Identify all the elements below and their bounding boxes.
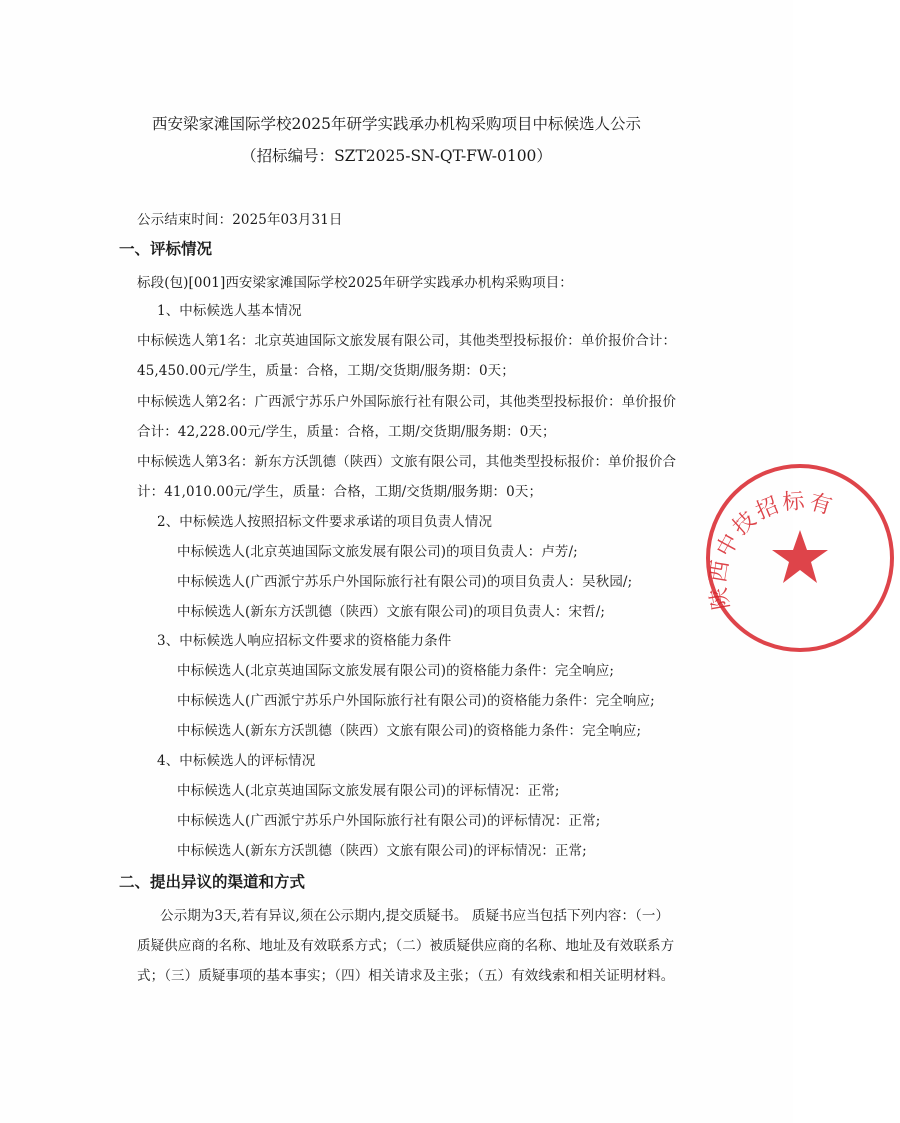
qualification-line: 中标候选人(北京英迪国际文旅发展有限公司)的资格能力条件：完全响应; <box>177 663 614 679</box>
section-heading-evaluation: 一、评标情况 <box>119 240 213 258</box>
project-lead-line: 中标候选人(北京英迪国际文旅发展有限公司)的项目负责人：卢芳/; <box>177 544 578 560</box>
candidate-line: 中标候选人第1名：北京英迪国际文旅发展有限公司，其他类型投标报价：单价报价合计： <box>137 333 677 349</box>
seal-text: 陕西中技招标有 <box>705 489 838 612</box>
objection-paragraph-line: 质疑供应商的名称、地址及有效联系方式；（二）被质疑供应商的名称、地址及有效联系方 <box>137 938 675 954</box>
publicity-end-time: 公示结束时间：2025年03月31日 <box>137 212 343 228</box>
qualification-line: 中标候选人(新东方沃凯德（陕西）文旅有限公司)的资格能力条件：完全响应; <box>177 723 642 739</box>
candidate-line: 计：41,010.00元/学生，质量：合格，工期/交货期/服务期：0天； <box>137 484 543 500</box>
evaluation-status-line: 中标候选人(广西派宁苏乐户外国际旅行社有限公司)的评标情况：正常; <box>177 813 601 829</box>
document-title: 西安梁家滩国际学校2025年研学实践承办机构采购项目中标候选人公示 <box>152 115 641 133</box>
project-lead-line: 中标候选人(广西派宁苏乐户外国际旅行社有限公司)的项目负责人：吴秋园/; <box>177 574 633 590</box>
evaluation-status-line: 中标候选人(新东方沃凯德（陕西）文旅有限公司)的评标情况：正常; <box>177 843 587 859</box>
lot-description: 标段(包)[001]西安梁家滩国际学校2025年研学实践承办机构采购项目： <box>137 275 573 291</box>
objection-paragraph-line: 公示期为3天,若有异议,须在公示期内,提交质疑书。 质疑书应当包括下列内容：（一） <box>160 908 670 924</box>
subsection-heading-basic-info: 1、中标候选人基本情况 <box>157 303 302 319</box>
subsection-heading-evaluation-status: 4、中标候选人的评标情况 <box>157 753 316 769</box>
project-lead-line: 中标候选人(新东方沃凯德（陕西）文旅有限公司)的项目负责人：宋哲/; <box>177 604 606 620</box>
qualification-line: 中标候选人(广西派宁苏乐户外国际旅行社有限公司)的资格能力条件：完全响应; <box>177 693 655 709</box>
official-seal <box>700 458 900 658</box>
candidate-line: 45,450.00元/学生，质量：合格，工期/交货期/服务期：0天； <box>137 363 515 379</box>
candidate-line: 中标候选人第2名：广西派宁苏乐户外国际旅行社有限公司，其他类型投标报价：单价报价 <box>137 394 677 410</box>
evaluation-status-line: 中标候选人(北京英迪国际文旅发展有限公司)的评标情况：正常; <box>177 783 560 799</box>
candidate-line: 合计：42,228.00元/学生，质量：合格，工期/交货期/服务期：0天； <box>137 424 556 440</box>
subsection-heading-project-lead: 2、中标候选人按照招标文件要求承诺的项目负责人情况 <box>157 514 493 530</box>
bid-number: （招标编号：SZT2025-SN-QT-FW-0100） <box>241 147 552 165</box>
subsection-heading-qualification: 3、中标候选人响应招标文件要求的资格能力条件 <box>157 633 452 649</box>
section-heading-objection: 二、提出异议的渠道和方式 <box>119 873 306 891</box>
candidate-line: 中标候选人第3名：新东方沃凯德（陕西）文旅有限公司，其他类型投标报价：单价报价合 <box>137 454 677 470</box>
objection-paragraph-line: 式；（三）质疑事项的基本事实；（四）相关请求及主张；（五）有效线索和相关证明材料。 <box>137 968 675 984</box>
seal-star-icon <box>772 530 828 583</box>
